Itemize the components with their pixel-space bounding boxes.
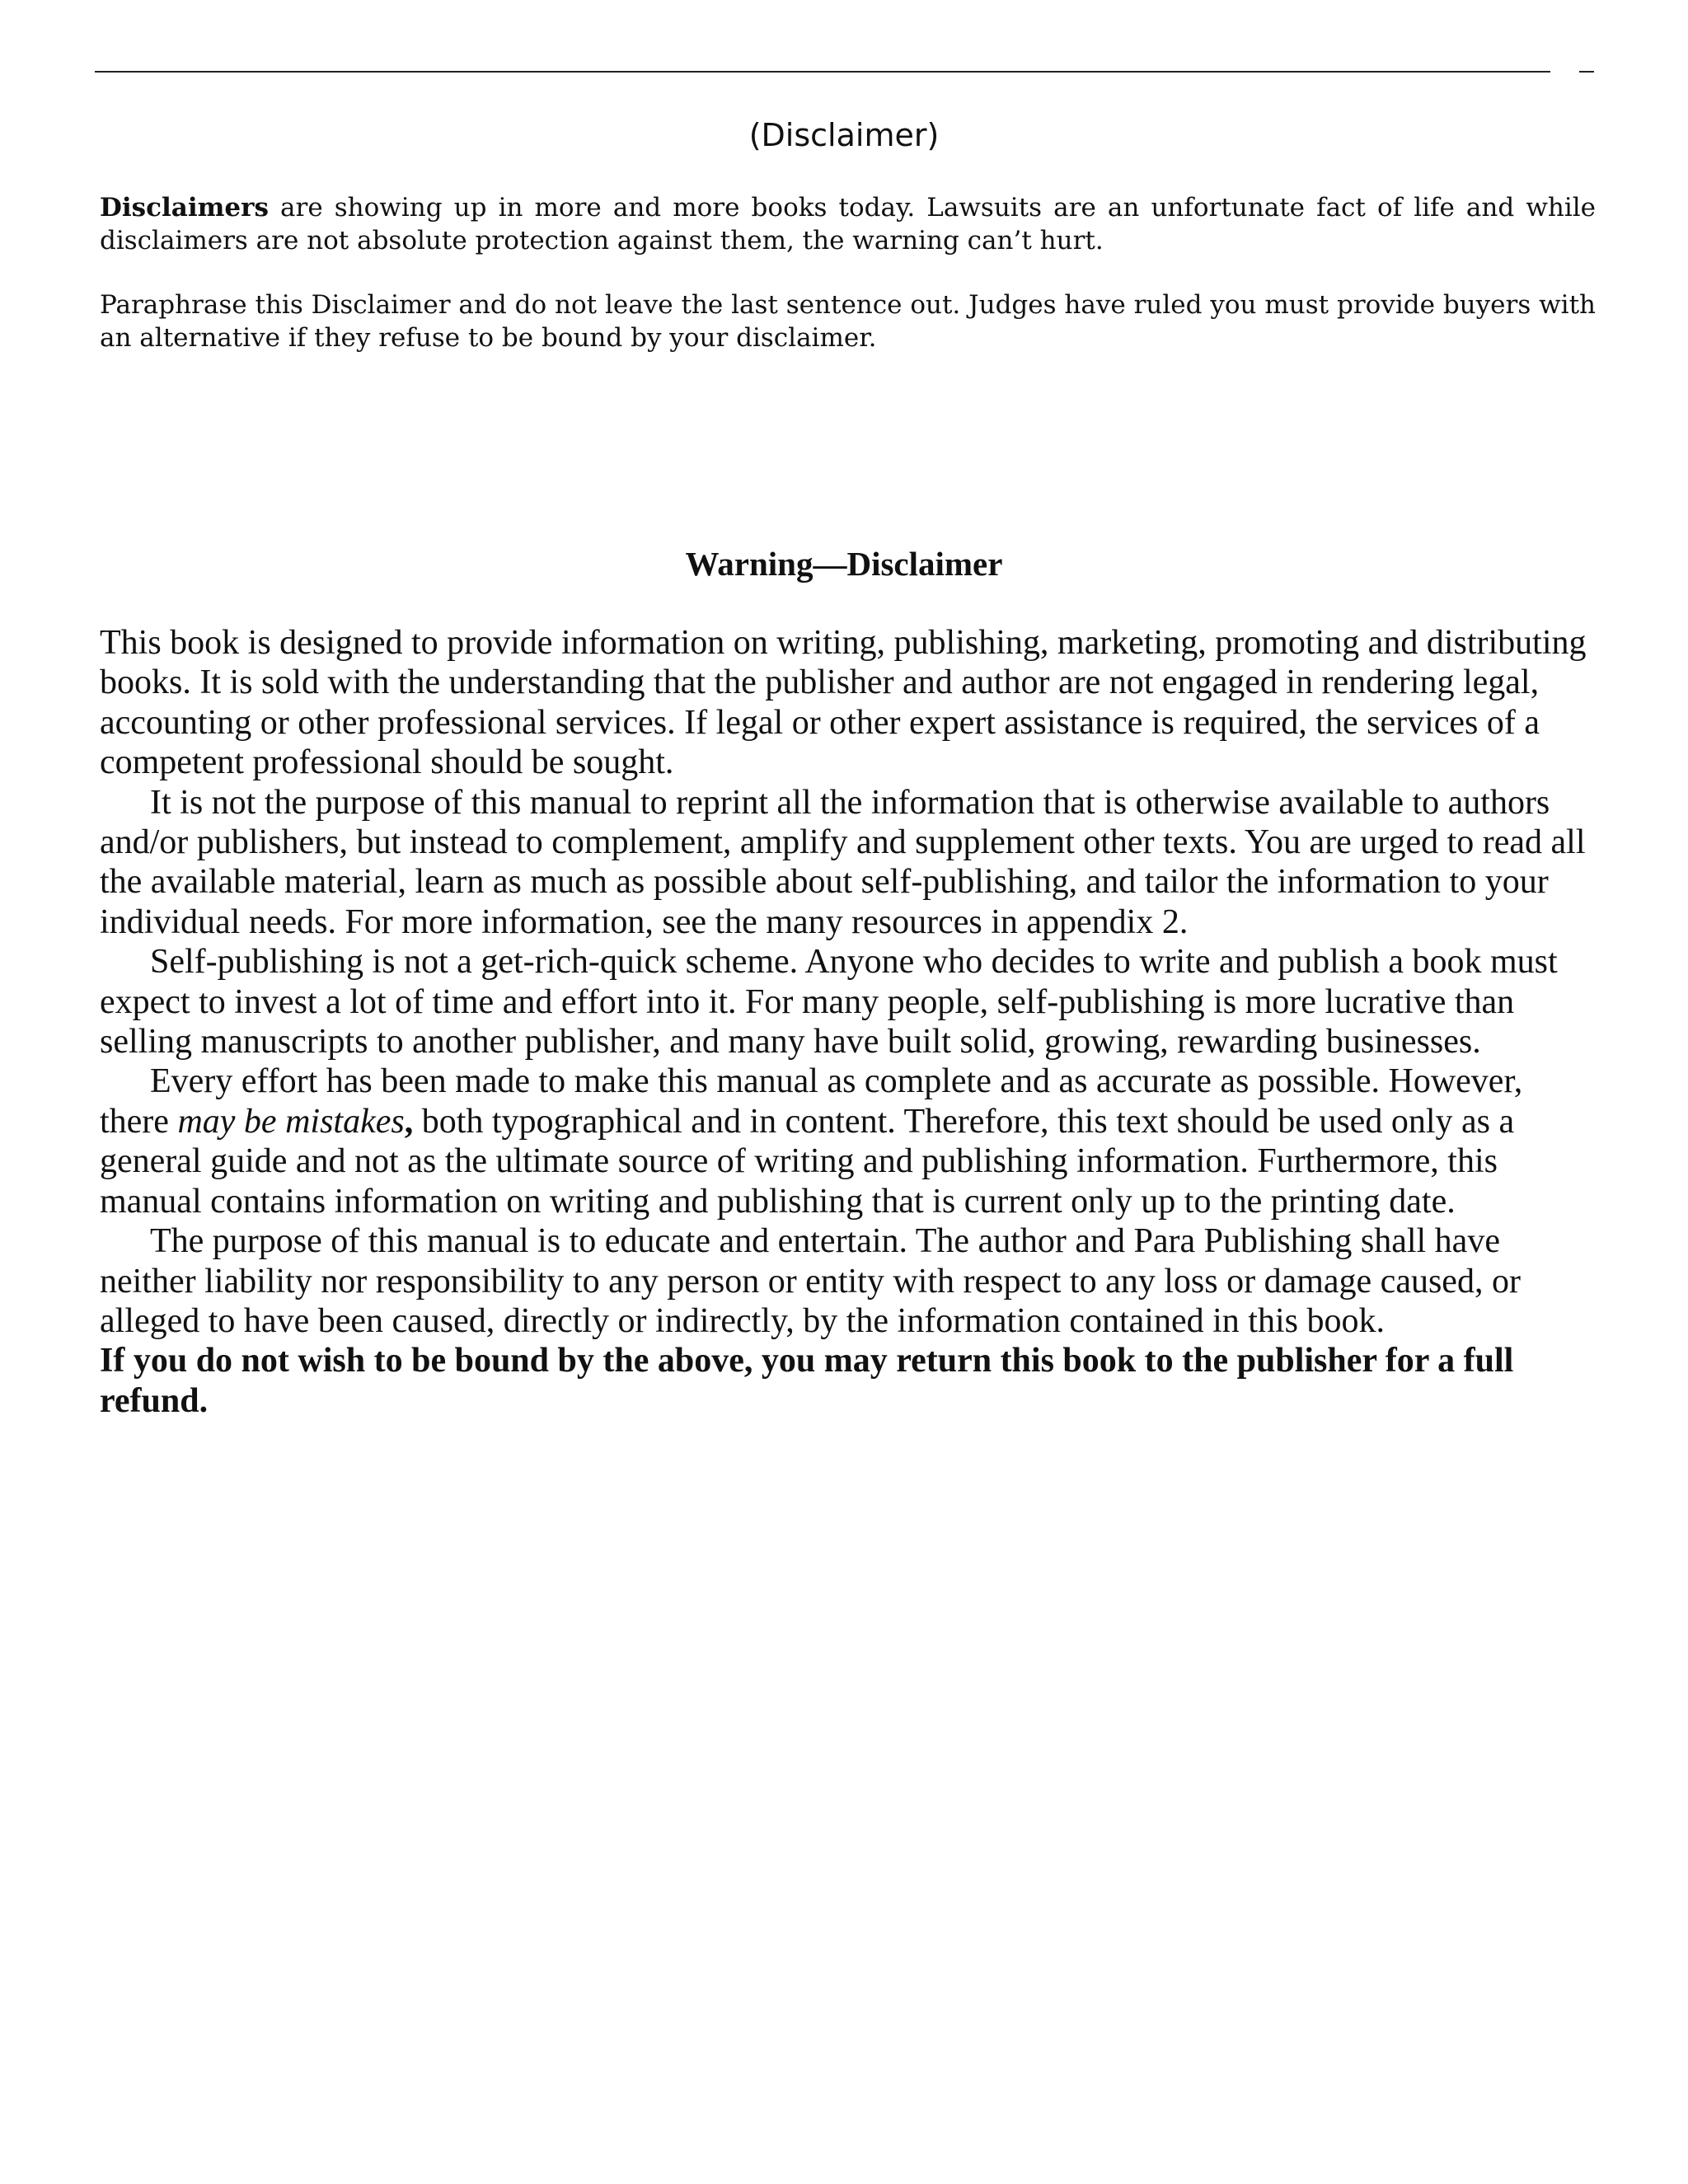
warning-paragraph-4: [100, 1062, 1596, 1221]
note-paragraph-2: Paraphrase this Disclaimer and do not leave the last sentence out. Judges have ruled you must provide buyers with an alternative if they refuse to be bound by your disclaimer.: [100, 290, 1596, 353]
header-rule: [95, 71, 1550, 73]
note-bold-term: Disclaimers: [100, 193, 269, 223]
refund-statement: If you do not wish to be bound by the above, you may return this book to the publisher for a full refund.: [100, 1342, 1514, 1420]
header-rule-end: [1579, 71, 1594, 73]
warning-paragraph-2: It is not the purpose of this manual to reprint all the information that is otherwise available to authors and/or publishers, but instead to complement, amplify and supplement other texts. You are urged to read all the available material, learn as much as possible about self-publishing, and tailor the information to your individual needs. For more information, see the many resources in appendix 2.: [100, 783, 1586, 941]
warning-paragraph-4-comma: ,: [404, 1102, 414, 1141]
warning-paragraph-4-start: Every effort has been made to make this manual as complete and as accurate as possible. However, there: [100, 1062, 1523, 1141]
warning-paragraph-4-end: both typographical and in content. Therefore, this text should be used only as a general guide and not as the ultimate source of writing and publishing information. Furthermore, this manual contains information on writing and publishing that is current only up to the printing date.: [100, 1102, 1515, 1221]
page-header-title: (Disclaimer): [748, 117, 940, 153]
warning-paragraph-1: This book is designed to provide information on writing, publishing, marketing, promoting and distributing books. It is sold with the understanding that the publisher and author are not engaged in rendering legal, accounting or other professional services. If legal or other expert assistance is required, the services of a competent professional should be sought.: [100, 624, 1587, 782]
warning-title: Warning—Disclaimer: [685, 545, 1003, 583]
warning-body: [100, 623, 1596, 1421]
warning-paragraph-4-italic: may be mistakes: [177, 1102, 405, 1141]
warning-paragraph-3: Self-publishing is not a get-rich-quick scheme. Anyone who decides to write and publish a book must expect to invest a lot of time and effort into it. For many people, self-publishing is more lucrative than selling manuscripts to another publisher, and many have built solid, growing, rewarding businesses.: [100, 943, 1558, 1062]
note-paragraph-1-text: are showing up in more and more books today. Lawsuits are an unfortunate fact of life and while disclaimers are not absolute protection against them, the warning can’t hurt.: [100, 193, 1596, 255]
warning-paragraph-5: The purpose of this manual is to educate and entertain. The author and Para Publishing shall have neither liability nor responsibility to any person or entity with respect to any loss or damage caused, or alleged to have been caused, directly or indirectly, by the information contained in this book.: [100, 1222, 1521, 1340]
note-paragraph-1: [100, 191, 1596, 257]
